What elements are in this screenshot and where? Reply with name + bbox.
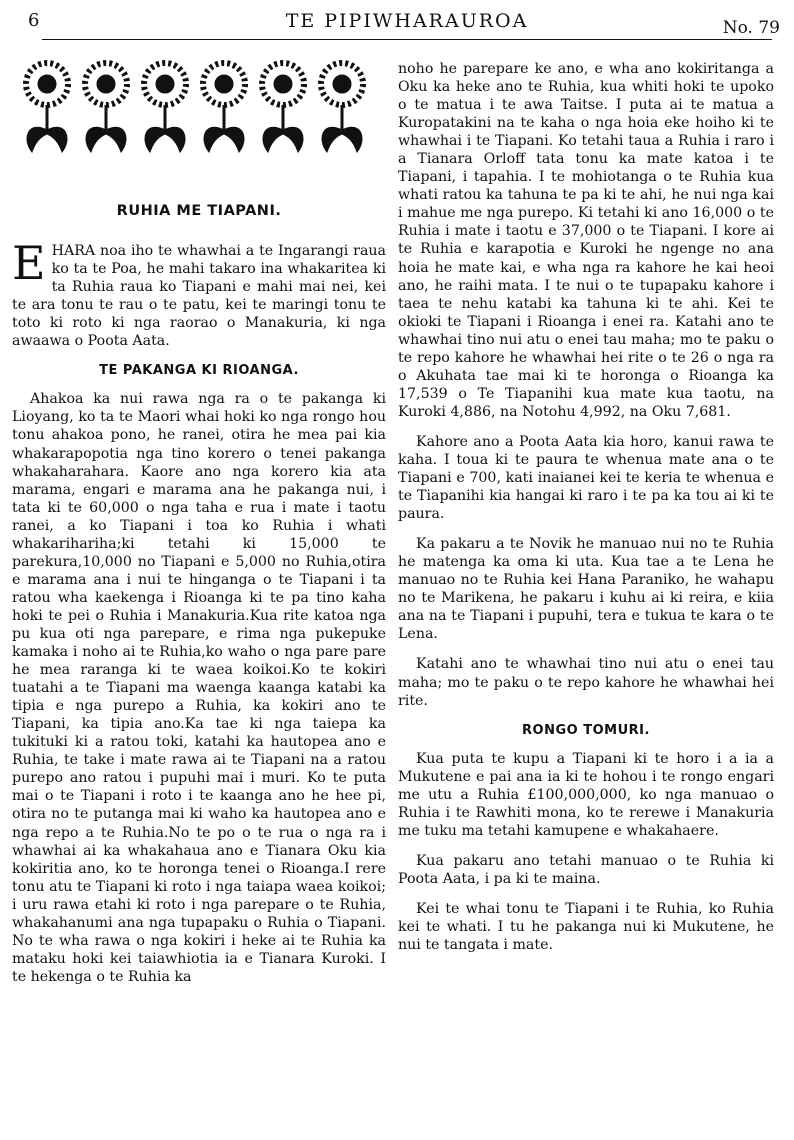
article-title: RUHIA ME TIAPANI. [116, 203, 282, 219]
novik-paragraph: Ka pakaru a te Novik he manuao nui no te Ruhia he matenga ka oma ki uta. Kua tae a te Lena he manuao no te Ruhia kei Hana Paraniko, he wahapu no te Marikena, he pakaru i kuhu ai ki reira, e kiia ana na te Tiapani i pupuhi, tera e tukua te kara o te Lena. [398, 536, 774, 643]
issue-number: No. 79 [722, 18, 780, 38]
pursuit-paragraph: Kei te whai tonu te Tiapani i te Ruhia, ko Ruhia kei te whati. I tu he pakanga nui ki Mukutene, he nui te tangata i mate. [398, 900, 774, 954]
section-heading-rongo-tomuri: RONGO TOMURI. [522, 722, 650, 738]
continuation-paragraph: noho he parepare ke ano, e wha ano kokiritanga a Oku ka heke ano te Ruhia, kua whiti hoki te upoko o te matua i te awa Taitse. I puta ai te matua a Kuropatakini na te kaha o nga hoia eke hoiho ki te whawhai i te Tiapani. Ko tetahi taua a Ruhia i raro i a Tianara Orloff tata tonu ka mate katoa i te Tiapani, i tapahia. I te mohiotanga o te Ruhia kua whati ratou ka tahuna te pa ki te ahi, he nui nga kai i mahue me nga purepo. Ki tetahi ki ano 16,000 o te Ruhia i mate i taotu e 37,000 o te Tiapani. I kore ai te Ruhia e karapotia e Kuroki he ngenge no ana hoia he mate kai, e wha nga ra kahore he kai heoi ano, he raihi mata. I te nui o te tupapaku kahore i taea te nehu katabi ka tahuna ki te ahi. Kei te okioki te Tiapani i Rioanga i enei ra. Katahi ano te whawhai tino nui atu o enei tau maha; mo te paku o te repo kahore he whawhai hei rite o te 26 o nga ra o Akuhata tae mai ki te horonga o Rioanga ka 17,539 o Te Tiapanihi kua mate kua taotu, na Kuroki 4,886, na Notohu 4,992, na Oku 7,681. [398, 61, 774, 420]
port-arthur-paragraph: Kahore ano a Poota Aata kia horo, kanui rawa te kaha. I toua ki te paura te whenua mate ana o te Tiapani e 700, kati inaianei kei te keria te whenua e te Tiapanihi kia hangai ki raro i te pa ka tou ai ki te paura. [398, 433, 774, 523]
sunflower-ornament-icon [12, 60, 386, 160]
header-rule [42, 39, 772, 40]
left-column [12, 60, 386, 998]
section-paragraph: Ahakoa ka nui rawa nga ra o te pakanga ki Lioyang, ko ta te Maori whai hoki ko nga rongo hou tonu ahakoa pono, he ranei, otira he mea pai kia whakarapopotia nga tino korero o tenei pakanga whakaharahara. Kaore ano nga korero kia ata marama, engari e marama ana he pakanga nui, i tata ki te 60,000 o nga taha e rua i mate i taotu ranei, a ko Tiapani i toa ko Ruhia i whati whakarihariha;ki tetahi ki 15,000 te parekura,10,000 no Tiapani e 5,000 no Ruhia,otira e marama ana i nui te hinganga o te Tiapani i ta ratou wha kaekenga i Rioanga ki te pa tino kaha hoki te pei o Ruhia i Manakuria.Kua rite katoa nga pu kua oti nga parepare, e rima nga pukepuke kamaka i noho ai te Ruhia,ko waho o nga pare pare he mea raranga ki te waea koikoi.Ko te kokiri tuatahi a te Tiapani ma waenga kaanga katabi ka tipia e nga purepo a Ruhia, ka kokiri ano te Tiapani, ka tipia ano.Ka tae ki nga taiepa ka tukituki ki a ratou toki, katahi ka hautopea ano e Ruhia, te take i mate rawa ai te Tiapani na a ratou purepo ano ratou i pupuhi mai i muri. Ko te puta mai o te Tiapani i roto i te kaanga ano he hee pi, otira no te putanga mai ki waho ka hautopea ano e nga repo a te Ruhia.No te po o te rua o nga ra i whawhai ai ka whakahaua ano e Tianara Oku kia kokiritia ano, ko te horonga tenei o Rioanga.I rere tonu atu te Tiapani ki roto i nga taiapa waea koikoi; i uru rawa etahi ki roto i nga parepare o te Ruhia, whakahanumi ana nga tupapaku o Ruhia o Tiapani. No te wha rawa o nga kokiri i heke ai te Ruhia ka mataku hoki kei taiawhiotia ia e Tianara Kuroki. I te hekenga o te Ruhia ka [12, 391, 386, 985]
warship-paragraph: Kua pakaru ano tetahi manuao o te Ruhia ki Poota Aata, i pa ki te maina. [398, 852, 774, 887]
section-heading-rioanga: TE PAKANGA KI RIOANGA. [99, 363, 299, 379]
intro-paragraph [12, 236, 386, 350]
page-number: 6 [28, 10, 40, 31]
newspaper-title: TE PIPIWHARAUROA [285, 10, 529, 32]
page-header [22, 6, 792, 36]
battle-summary-paragraph: Katahi ano te whawhai tino nui atu o enei tau maha; mo te paku o te repo kahore he whawhai hei rite. [398, 656, 774, 709]
drop-cap: E [12, 236, 46, 291]
right-column [398, 60, 774, 966]
mukden-paragraph: Kua puta te kupu a Tiapani ki te horo i a ia a Mukutene e pai ana ia ki te hohou i te rongo engari me utu a Ruhia £100,000,000, ko nga manuao o Ruhia i te Rawhiti mona, ko te rerewe i Manakuria me tuku ma tetahi kamupene e whakahaere. [398, 750, 774, 839]
intro-text: HARA noa iho te whawhai a te Ingarangi raua ko ta te Poa, he mahi takaro ina whakaritea ki ta Ruhia raua ko Tiapani e mahi mai nei, kei te ara tonu te rau o te patu, kei te maringi tonu te toto ki roto ki nga raorao o Manakuria, ki nga awaawa o Poota Aata. [12, 243, 386, 350]
